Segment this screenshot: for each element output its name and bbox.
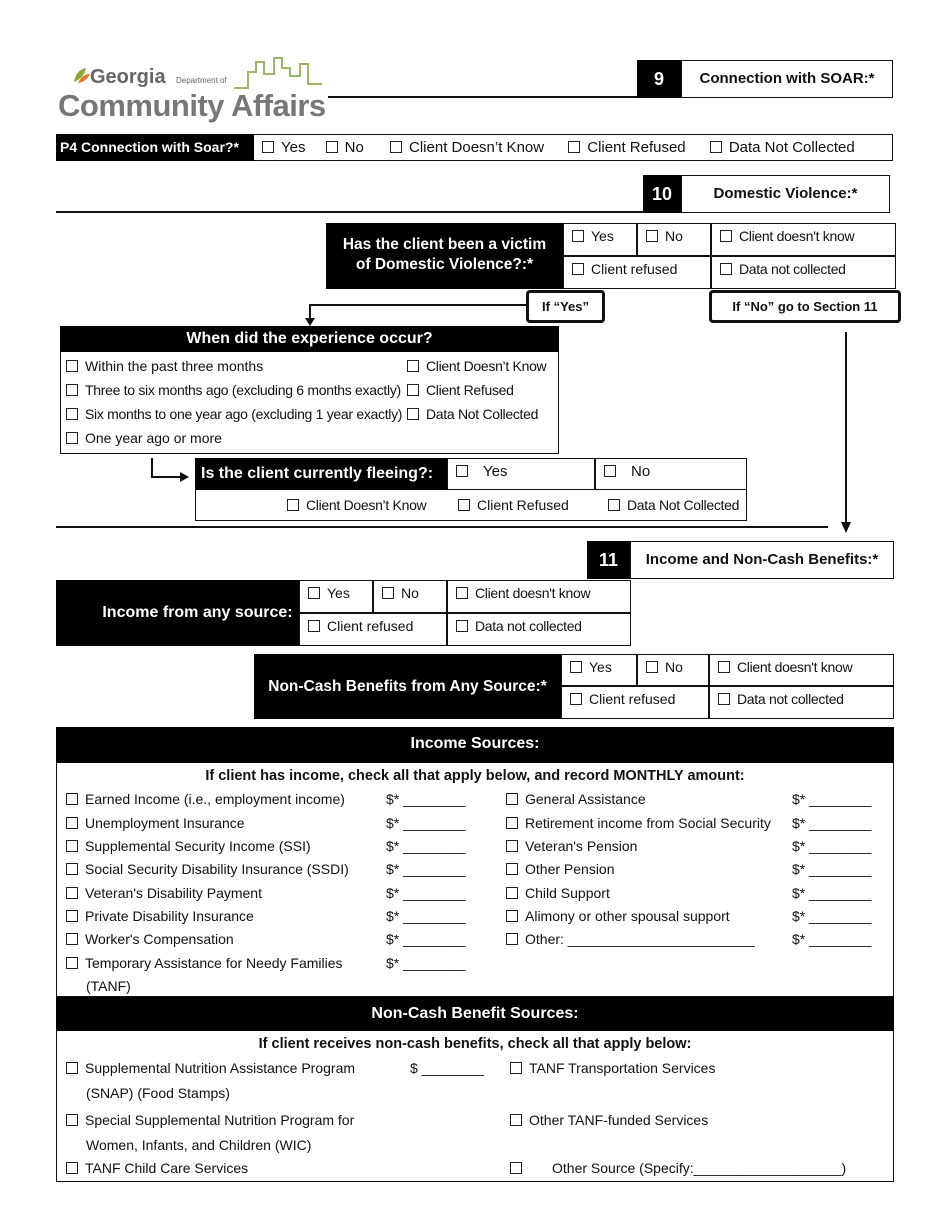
when-dnc[interactable]: Data Not Collected — [407, 406, 538, 422]
income-right-5[interactable]: Alimony or other spousal support — [506, 908, 730, 924]
checkbox[interactable] — [506, 910, 518, 922]
sec10-title-text: Domestic Violence:* — [713, 185, 858, 202]
checkbox[interactable] — [66, 793, 78, 805]
amount-field[interactable]: $* ________ — [386, 955, 466, 971]
income-left-5[interactable]: Private Disability Insurance — [66, 908, 254, 924]
noncash-snap[interactable]: Supplemental Nutrition Assistance Program — [66, 1060, 355, 1076]
checkbox[interactable] — [718, 661, 730, 673]
dv-question: Has the client been a victim of Domestic Violence?:* — [326, 223, 563, 289]
checkbox[interactable] — [407, 384, 419, 396]
sec10-title — [681, 175, 890, 213]
arrow-fleeing-icon — [148, 456, 193, 486]
checkbox[interactable] — [66, 817, 78, 829]
checkbox[interactable] — [66, 933, 78, 945]
checkbox[interactable] — [604, 465, 616, 477]
logo-georgia: Georgia — [90, 66, 166, 88]
checkbox[interactable] — [326, 141, 338, 153]
checkbox[interactable] — [572, 230, 584, 242]
income-left-2[interactable]: Supplemental Security Income (SSI) — [66, 838, 311, 854]
dv-cdk[interactable]: Client doesn't know — [711, 223, 896, 256]
checkbox[interactable] — [262, 141, 274, 153]
income-dnc[interactable]: Data not collected — [447, 613, 631, 646]
income-left-6[interactable]: Worker's Compensation — [66, 931, 234, 947]
dv-yes[interactable]: Yes — [563, 223, 637, 256]
noncash-sources-title: Non-Cash Benefit Sources: — [56, 997, 894, 1031]
checkbox[interactable] — [382, 587, 394, 599]
noncash-snap-cont: (SNAP) (Food Stamps) — [86, 1085, 230, 1101]
amount-field[interactable]: $* ________ — [386, 931, 466, 947]
dv-no[interactable]: No — [637, 223, 711, 256]
amount-field[interactable]: $* ________ — [792, 838, 872, 854]
checkbox[interactable] — [720, 230, 732, 242]
dv-dnc[interactable]: Data not collected — [711, 256, 896, 289]
checkbox[interactable] — [66, 887, 78, 899]
income-left-7-cont: (TANF) — [86, 978, 131, 994]
amount-field[interactable]: $* ________ — [792, 908, 872, 924]
income-left-1[interactable]: Unemployment Insurance — [66, 815, 245, 831]
when-opt-1[interactable]: Three to six months ago (excluding 6 months exactly) — [66, 382, 401, 398]
checkbox[interactable] — [308, 587, 320, 599]
amount-field[interactable]: $* ________ — [792, 861, 872, 877]
income-left-0[interactable]: Earned Income (i.e., employment income) — [66, 791, 345, 807]
dv-refused[interactable]: Client refused — [563, 256, 711, 289]
checkbox[interactable] — [506, 863, 518, 875]
income-right-4[interactable]: Child Support — [506, 885, 610, 901]
amount-field[interactable]: $* ________ — [792, 885, 872, 901]
arrow-no-icon — [838, 328, 854, 538]
fleeing-dnc[interactable]: Data Not Collected — [608, 497, 739, 513]
sec9-label: P4 Connection with Soar?* — [56, 134, 254, 161]
if-no-box — [709, 290, 901, 323]
checkbox[interactable] — [720, 263, 732, 275]
logo-skyline-icon — [234, 54, 324, 90]
checkbox[interactable] — [390, 141, 402, 153]
income-yes[interactable]: Yes — [299, 580, 373, 613]
income-no[interactable]: No — [373, 580, 447, 613]
checkbox[interactable] — [510, 1162, 522, 1174]
noncash-wic-cont: Women, Infants, and Children (WIC) — [86, 1137, 312, 1153]
noncash-cdk[interactable]: Client doesn't know — [709, 654, 894, 686]
income-right-1[interactable]: Retirement income from Social Security — [506, 815, 771, 831]
amount-field[interactable]: $* ________ — [792, 815, 872, 831]
checkbox[interactable] — [510, 1114, 522, 1126]
checkbox[interactable] — [66, 432, 78, 444]
noncash-tanf-other[interactable]: Other TANF-funded Services — [510, 1112, 708, 1128]
checkbox[interactable] — [66, 1162, 78, 1174]
checkbox[interactable] — [407, 360, 419, 372]
checkbox[interactable] — [66, 840, 78, 852]
sec9-opt-dnc[interactable]: Data Not Collected — [710, 139, 855, 156]
checkbox[interactable] — [407, 408, 419, 420]
checkbox[interactable] — [570, 661, 582, 673]
sec9-number: 9 — [637, 60, 681, 98]
income-sources-title: Income Sources: — [56, 727, 894, 763]
when-refused[interactable]: Client Refused — [407, 382, 514, 398]
sec10-bottom-rule — [56, 526, 828, 528]
noncash-tanf-transport[interactable]: TANF Transportation Services — [510, 1060, 715, 1076]
checkbox[interactable] — [718, 693, 730, 705]
income-right-3[interactable]: Other Pension — [506, 861, 615, 877]
fleeing-yes[interactable]: Yes — [447, 458, 595, 490]
checkbox[interactable] — [506, 817, 518, 829]
when-opt-2[interactable]: Six months to one year ago (excluding 1 year exactly) — [66, 406, 402, 422]
amount-field[interactable]: $* ________ — [792, 791, 872, 807]
checkbox[interactable] — [66, 957, 78, 969]
logo-community-affairs: Community Affairs — [58, 88, 326, 123]
sec11-number: 11 — [587, 541, 630, 579]
logo-dept: Department of — [176, 76, 227, 85]
checkbox[interactable] — [66, 863, 78, 875]
checkbox[interactable] — [506, 933, 518, 945]
income-question: Income from any source: — [56, 580, 299, 646]
amount-field[interactable]: $* ________ — [386, 838, 466, 854]
amount-field[interactable]: $* ________ — [386, 861, 466, 877]
sec9-rule — [328, 96, 638, 98]
income-right-6[interactable]: Other: ________________________ — [506, 931, 755, 947]
checkbox[interactable] — [66, 910, 78, 922]
checkbox[interactable] — [572, 263, 584, 275]
income-left-4[interactable]: Veteran's Disability Payment — [66, 885, 262, 901]
checkbox[interactable] — [570, 693, 582, 705]
noncash-refused[interactable]: Client refused — [561, 686, 709, 719]
amount-field[interactable]: $* ________ — [792, 931, 872, 947]
checkbox[interactable] — [456, 620, 468, 632]
checkbox[interactable] — [506, 887, 518, 899]
logo-leaf-icon — [72, 66, 92, 84]
noncash-question: Non-Cash Benefits from Any Source:* — [254, 654, 561, 719]
checkbox[interactable] — [66, 384, 78, 396]
sec9-opt-refused[interactable]: Client Refused — [568, 139, 685, 156]
sec9-title — [681, 60, 893, 98]
checkbox[interactable] — [510, 1062, 522, 1074]
checkbox[interactable] — [710, 141, 722, 153]
checkbox[interactable] — [458, 499, 470, 511]
amount-field[interactable]: $* ________ — [386, 791, 466, 807]
when-opt-0[interactable]: Within the past three months — [66, 358, 263, 374]
noncash-other-source[interactable]: Other Source (Specify:___________________) — [510, 1160, 846, 1176]
checkbox[interactable] — [66, 1114, 78, 1126]
income-right-0[interactable]: General Assistance — [506, 791, 646, 807]
checkbox[interactable] — [66, 1062, 78, 1074]
when-cdk[interactable]: Client Doesn’t Know — [407, 358, 546, 374]
logo — [58, 54, 328, 126]
amount-field[interactable]: $* ________ — [386, 908, 466, 924]
amount-field[interactable]: $* ________ — [386, 815, 466, 831]
if-yes-text: If “Yes” — [542, 299, 589, 314]
checkbox[interactable] — [287, 499, 299, 511]
checkbox[interactable] — [608, 499, 620, 511]
noncash-wic[interactable]: Special Supplemental Nutrition Program for — [66, 1112, 354, 1128]
checkbox[interactable] — [66, 360, 78, 372]
sec9-opt-cdk[interactable]: Client Doesn’t Know — [390, 139, 544, 156]
sec11-title-text: Income and Non-Cash Benefits:* — [645, 551, 879, 568]
checkbox[interactable] — [308, 620, 320, 632]
fleeing-cdk[interactable]: Client Doesn’t Know — [287, 497, 426, 513]
income-left-7[interactable]: Temporary Assistance for Needy Families — [66, 955, 343, 971]
sec9-options — [262, 139, 855, 156]
income-right-2[interactable]: Veteran's Pension — [506, 838, 637, 854]
fleeing-question: Is the client currently fleeing?: — [195, 458, 447, 490]
fleeing-no[interactable]: No — [595, 458, 747, 490]
checkbox[interactable] — [456, 587, 468, 599]
fleeing-refused[interactable]: Client Refused — [458, 497, 569, 513]
when-opt-3[interactable]: One year ago or more — [66, 430, 222, 446]
snap-amount-field[interactable]: $ ________ — [410, 1060, 484, 1076]
if-yes-box — [526, 290, 605, 323]
when-title: When did the experience occur? — [60, 326, 559, 352]
checkbox[interactable] — [646, 661, 658, 673]
amount-field[interactable]: $* ________ — [386, 885, 466, 901]
income-instructions: If client has income, check all that apply below, and record MONTHLY amount: — [205, 768, 745, 784]
if-no-text: If “No” go to Section 11 — [732, 299, 878, 314]
income-cdk[interactable]: Client doesn't know — [447, 580, 631, 613]
sec9-opt-yes[interactable]: Yes — [262, 139, 305, 156]
sec11-title — [630, 541, 894, 579]
income-left-3[interactable]: Social Security Disability Insurance (SSDI) — [66, 861, 349, 877]
noncash-instructions: If client receives non-cash benefits, check all that apply below: — [258, 1036, 692, 1052]
noncash-dnc[interactable]: Data not collected — [709, 686, 894, 719]
checkbox[interactable] — [456, 465, 468, 477]
noncash-yes[interactable]: Yes — [561, 654, 637, 686]
sec10-number: 10 — [643, 175, 681, 213]
checkbox[interactable] — [506, 793, 518, 805]
sec9-opt-no[interactable]: No — [326, 139, 364, 156]
noncash-no[interactable]: No — [637, 654, 709, 686]
checkbox[interactable] — [66, 408, 78, 420]
checkbox[interactable] — [646, 230, 658, 242]
noncash-tanf-childcare[interactable]: TANF Child Care Services — [66, 1160, 248, 1176]
checkbox[interactable] — [506, 840, 518, 852]
income-refused[interactable]: Client refused — [299, 613, 447, 646]
checkbox[interactable] — [568, 141, 580, 153]
sec9-title-text: Connection with SOAR:* — [699, 70, 875, 87]
